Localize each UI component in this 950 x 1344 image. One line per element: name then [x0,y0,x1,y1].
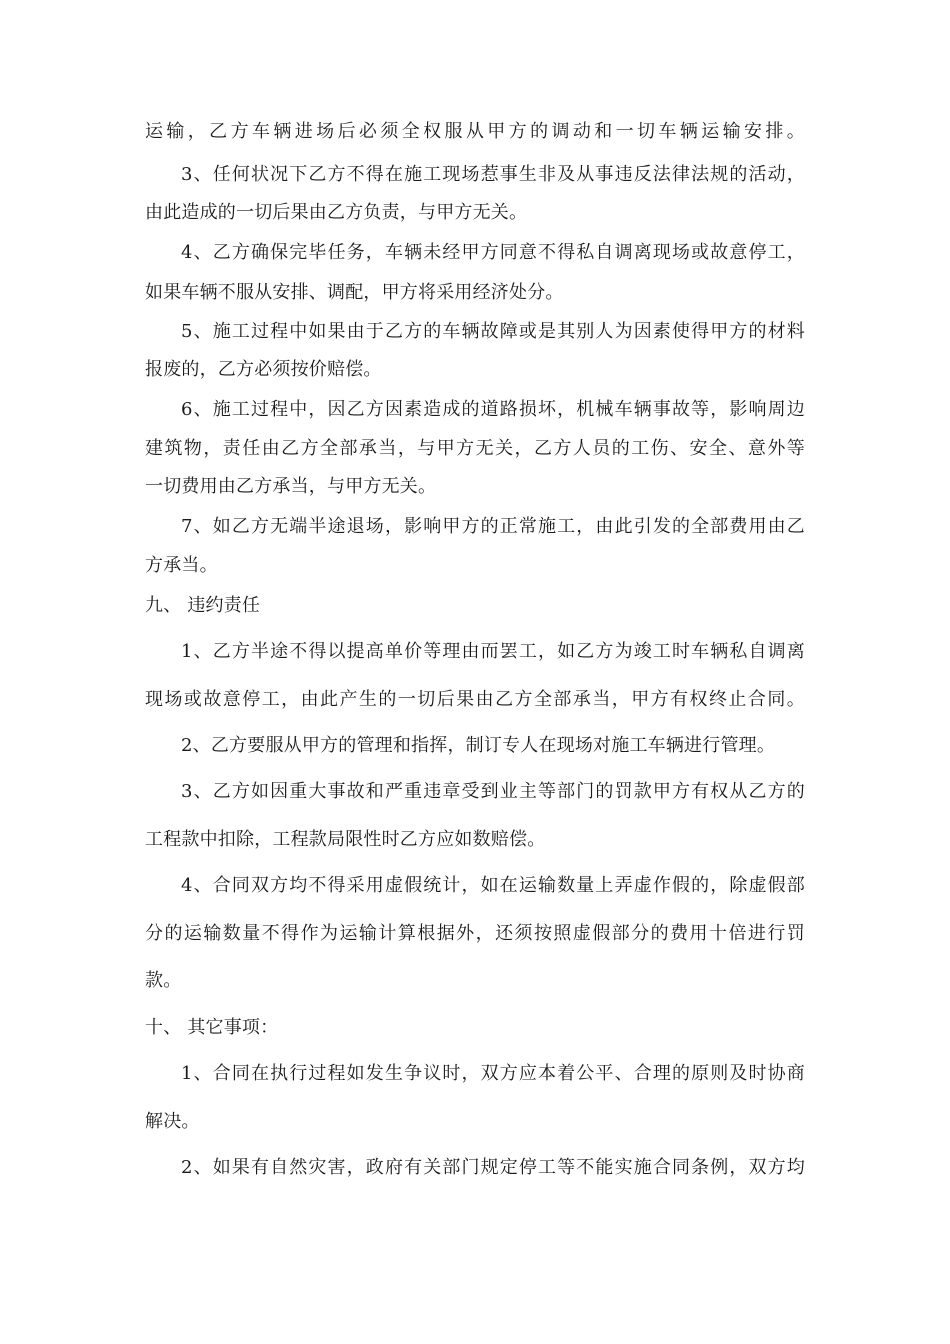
section-heading: 九、 违约责任 [145,595,261,616]
text-line: 3、任何状况下乙方不得在施工现场惹事生非及从事违反法律法规的活动， [181,164,805,185]
text-line: 1、合同在执行过程如发生争议时，双方应本着公平、合理的原则及时协商 [181,1063,805,1084]
text-line: 2、乙方要服从甲方的管理和指挥，制订专人在现场对施工车辆进行管理。 [181,735,776,756]
text-line: 由此造成的一切后果由乙方负责，与甲方无关。 [145,202,528,223]
text-line: 4、合同双方均不得采用虚假统计，如在运输数量上弄虚作假的，除虚假部 [181,875,805,896]
text-line: 报废的，乙方必须按价赔偿。 [145,359,382,380]
text-line: 4、乙方确保完毕任务，车辆未经甲方同意不得私自调离现场或故意停工， [181,242,805,263]
text-line: 6、施工过程中，因乙方因素造成的道路损坏，机械车辆事故等，影响周边 [181,399,805,420]
text-line: 运输，乙方车辆进场后必须全权服从甲方的调动和一切车辆运输安排。 [145,121,805,142]
text-line: 款。 [145,970,182,991]
text-line: 解决。 [145,1111,200,1132]
text-line: 分的运输数量不得作为运输计算根据外，还须按照虚假部分的费用十倍进行罚 [145,923,805,944]
text-line: 5、施工过程中如果由于乙方的车辆故障或是其别人为因素使得甲方的材料 [181,321,805,342]
section-heading: 十、 其它事项： [145,1017,279,1038]
text-line: 1、乙方半途不得以提高单价等理由而罢工，如乙方为竣工时车辆私自调离 [181,641,805,662]
text-line: 2、如果有自然灾害，政府有关部门规定停工等不能实施合同条例，双方均 [181,1157,805,1178]
text-line: 方承当。 [145,555,218,576]
text-line: 工程款中扣除，工程款局限性时乙方应如数赔偿。 [145,829,546,850]
text-line: 7、如乙方无端半途退场，影响甲方的正常施工，由此引发的全部费用由乙 [181,516,805,537]
text-line: 现场或故意停工，由此产生的一切后果由乙方全部承当，甲方有权终止合同。 [145,689,805,710]
text-line: 一切费用由乙方承当，与甲方无关。 [145,476,437,497]
text-line: 3、乙方如因重大事故和严重违章受到业主等部门的罚款甲方有权从乙方的 [181,781,805,802]
text-line: 如果车辆不服从安排、调配，甲方将采用经济处分。 [145,282,564,303]
text-line: 建筑物，责任由乙方全部承当，与甲方无关，乙方人员的工伤、安全、意外等 [145,438,805,459]
